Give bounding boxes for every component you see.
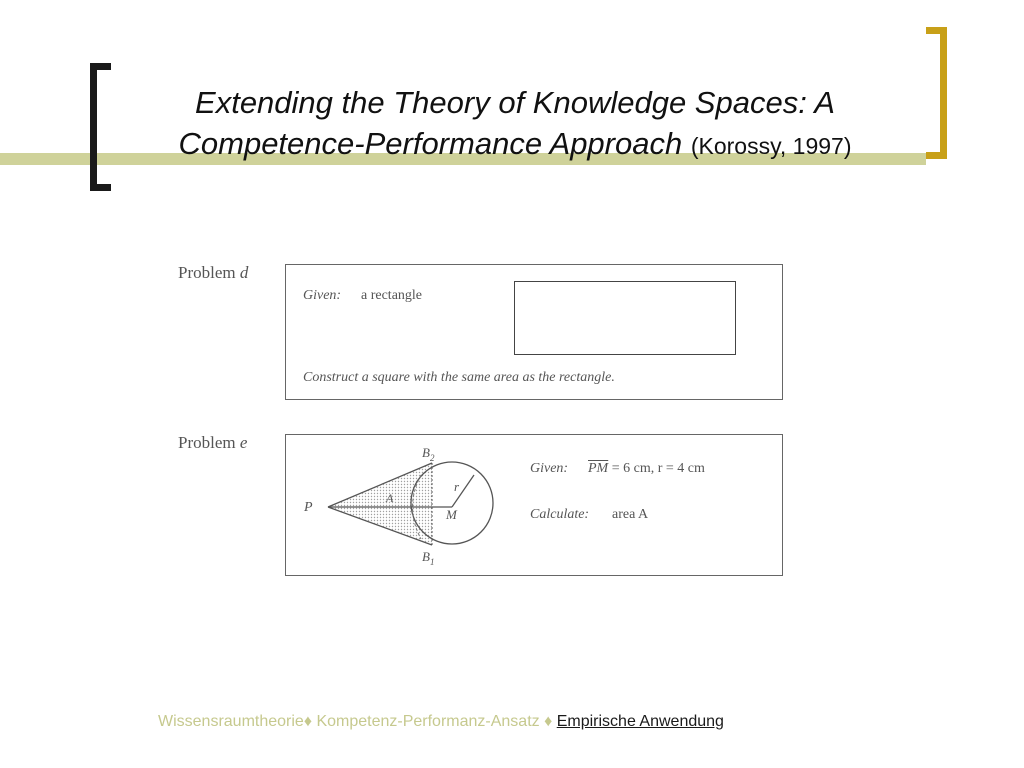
right-bracket-decoration [926,27,947,159]
problem-e-given-label: Given: [530,461,569,476]
point-b2-label: $B_2$ [422,445,435,463]
problem-d-box [285,264,783,400]
footer-item-empirische-anwendung[interactable]: Empirische Anwendung [556,713,724,730]
footer-item-kompetenz-performanz[interactable]: Kompetenz-Performanz-Ansatz [312,713,545,730]
slide-title [110,82,920,167]
point-m-label: M [446,507,457,522]
slide-title-citation: (Korossy, 1997) [690,133,852,159]
problem-e-calculate-label: Calculate: [530,507,590,522]
slide-title-main: Extending the Theory of Knowledge Spaces: A Competence-Performance Approach [178,85,835,161]
shaded-area-a [328,463,432,545]
problem-figure [170,255,790,585]
footer-separator-diamond-icon: ♦ [303,713,312,730]
cone-circle-diagram [286,435,496,575]
footer-navigation [158,713,724,731]
area-a-label: A [386,491,394,505]
point-p-label: P [304,500,313,515]
problem-e-given-value: $\overline{PM} = 6$ cm, r = 4 cm [588,461,705,476]
radius-r-label: r [454,479,460,494]
problem-d-task: Construct a square with the same area as the rectangle. [303,370,615,385]
problem-d-label: Problem d [178,263,249,282]
problem-e-calculate-value: area A [612,507,649,522]
problem-d-given-value: a rectangle [361,288,423,303]
given-rectangle-shape [514,281,736,355]
left-bracket-decoration [90,63,111,191]
footer-separator-diamond-icon: ♦ [544,713,553,730]
problem-e-label: Problem e [178,433,248,452]
footer-item-wissensraumtheorie[interactable]: Wissensraumtheorie [158,713,304,730]
problem-e-box [285,434,783,576]
problem-d-given-label: Given: [303,288,342,303]
point-b1-label: $B_1$ [422,549,435,567]
